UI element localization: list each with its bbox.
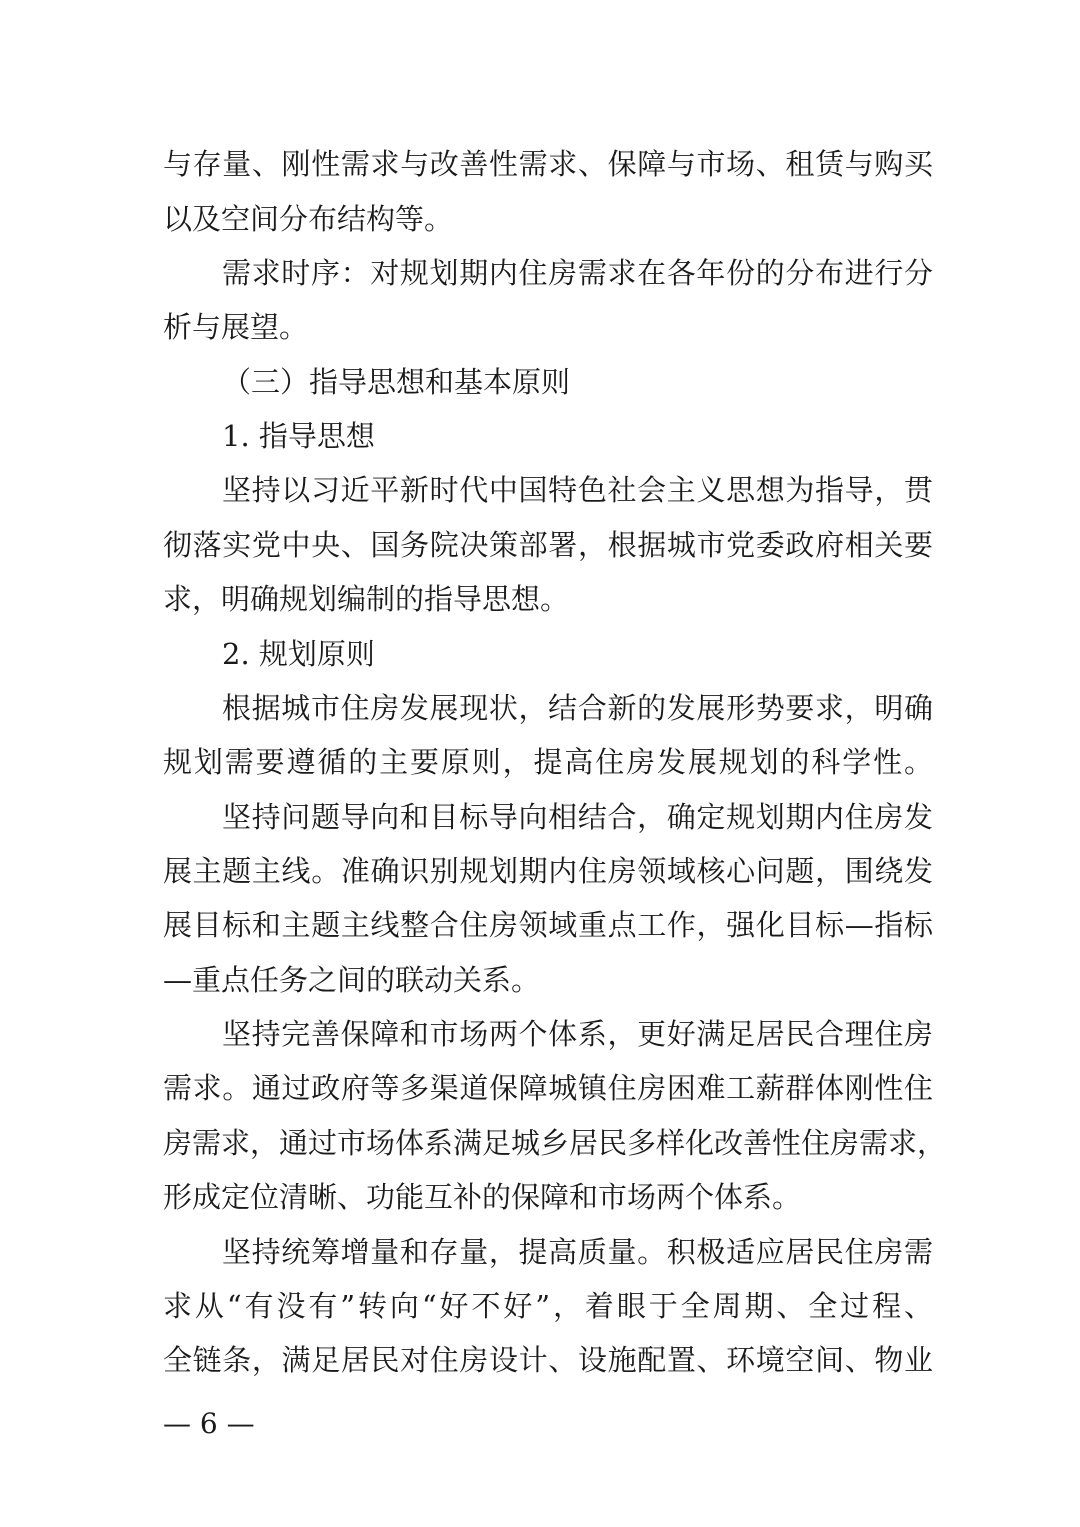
text-line-14: 展主题主线。准确识别规划期内住房领域核心问题，围绕发 [163, 854, 933, 888]
text-line-16: —重点任务之间的联动关系。 [163, 963, 541, 997]
text-line-15: 展目标和主题主线整合住房领域重点工作，强化目标—指标 [163, 908, 933, 942]
text-line-18: 需求。通过政府等多渠道保障城镇住房困难工薪群体刚性住 [163, 1071, 933, 1105]
text-line-11: 根据城市住房发展现状，结合新的发展形势要求，明确 [222, 691, 933, 725]
text-line-22: 求从“有没有”转向“好不好”，着眼于全周期、全过程、 [163, 1289, 933, 1323]
text-line-20: 形成定位清晰、功能互补的保障和市场两个体系。 [163, 1180, 802, 1214]
subsection-heading-2: 2. 规划原则 [222, 637, 375, 671]
text-line-1: 与存量、刚性需求与改善性需求、保障与市场、租赁与购买 [163, 147, 933, 181]
section-heading: （三）指导思想和基本原则 [222, 365, 571, 399]
text-line-21: 坚持统筹增量和存量，提高质量。积极适应居民住房需 [222, 1235, 933, 1269]
text-line-2: 以及空间分布结构等。 [163, 202, 454, 236]
text-line-23: 全链条，满足居民对住房设计、设施配置、环境空间、物业 [163, 1343, 933, 1377]
text-line-7: 坚持以习近平新时代中国特色社会主义思想为指导，贯 [222, 473, 933, 507]
text-line-9: 求，明确规划编制的指导思想。 [163, 582, 570, 616]
page-number: — 6 — [163, 1407, 255, 1440]
text-line-12: 规划需要遵循的主要原则，提高住房发展规划的科学性。 [163, 745, 933, 779]
text-line-3: 需求时序：对规划期内住房需求在各年份的分布进行分 [222, 256, 933, 290]
text-line-17: 坚持完善保障和市场两个体系，更好满足居民合理住房 [222, 1017, 933, 1051]
text-line-4: 析与展望。 [163, 310, 309, 344]
text-line-8: 彻落实党中央、国务院决策部署，根据城市党委政府相关要 [163, 528, 933, 562]
text-line-19: 房需求，通过市场体系满足城乡居民多样化改善性住房需求， [163, 1126, 947, 1160]
subsection-heading-1: 1. 指导思想 [222, 419, 375, 453]
text-line-13: 坚持问题导向和目标导向相结合，确定规划期内住房发 [222, 800, 933, 834]
